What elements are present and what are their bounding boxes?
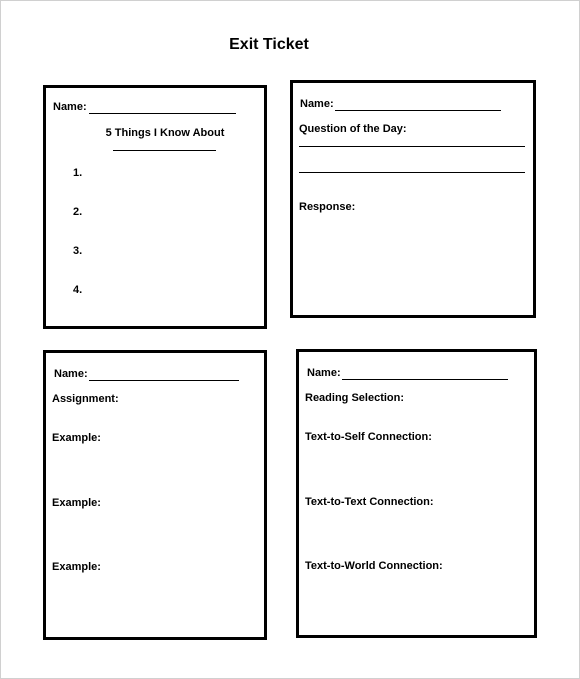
page-title: Exit Ticket (229, 36, 309, 53)
example-label: Example: (52, 561, 101, 573)
response-label: Response: (299, 201, 356, 213)
example-label: Example: (52, 497, 101, 509)
list-item-number: 3. (73, 245, 83, 257)
name-line[interactable] (342, 379, 508, 380)
five-things-heading: 5 Things I Know About (105, 127, 225, 139)
question-line[interactable] (299, 172, 525, 173)
card-reading-connections (296, 349, 537, 638)
name-label: Name: (53, 101, 87, 113)
example-label: Example: (52, 432, 101, 444)
topic-line[interactable] (113, 150, 216, 151)
name-line[interactable] (335, 110, 501, 111)
card-question-of-day (290, 80, 536, 318)
name-label: Name: (300, 98, 334, 110)
text-to-self-label: Text-to-Self Connection: (305, 431, 432, 443)
question-line[interactable] (299, 146, 525, 147)
name-label: Name: (54, 368, 88, 380)
card-five-things (43, 85, 267, 329)
name-label: Name: (307, 367, 341, 379)
text-to-text-label: Text-to-Text Connection: (305, 496, 434, 508)
name-line[interactable] (89, 113, 236, 114)
text-to-world-label: Text-to-World Connection: (305, 560, 443, 572)
list-item-number: 1. (73, 167, 83, 179)
name-line[interactable] (89, 380, 239, 381)
card-assignment (43, 350, 267, 640)
list-item-number: 4. (73, 284, 83, 296)
list-item-number: 2. (73, 206, 83, 218)
reading-selection-label: Reading Selection: (305, 392, 405, 404)
assignment-label: Assignment: (52, 393, 119, 405)
question-label: Question of the Day: (299, 123, 407, 135)
